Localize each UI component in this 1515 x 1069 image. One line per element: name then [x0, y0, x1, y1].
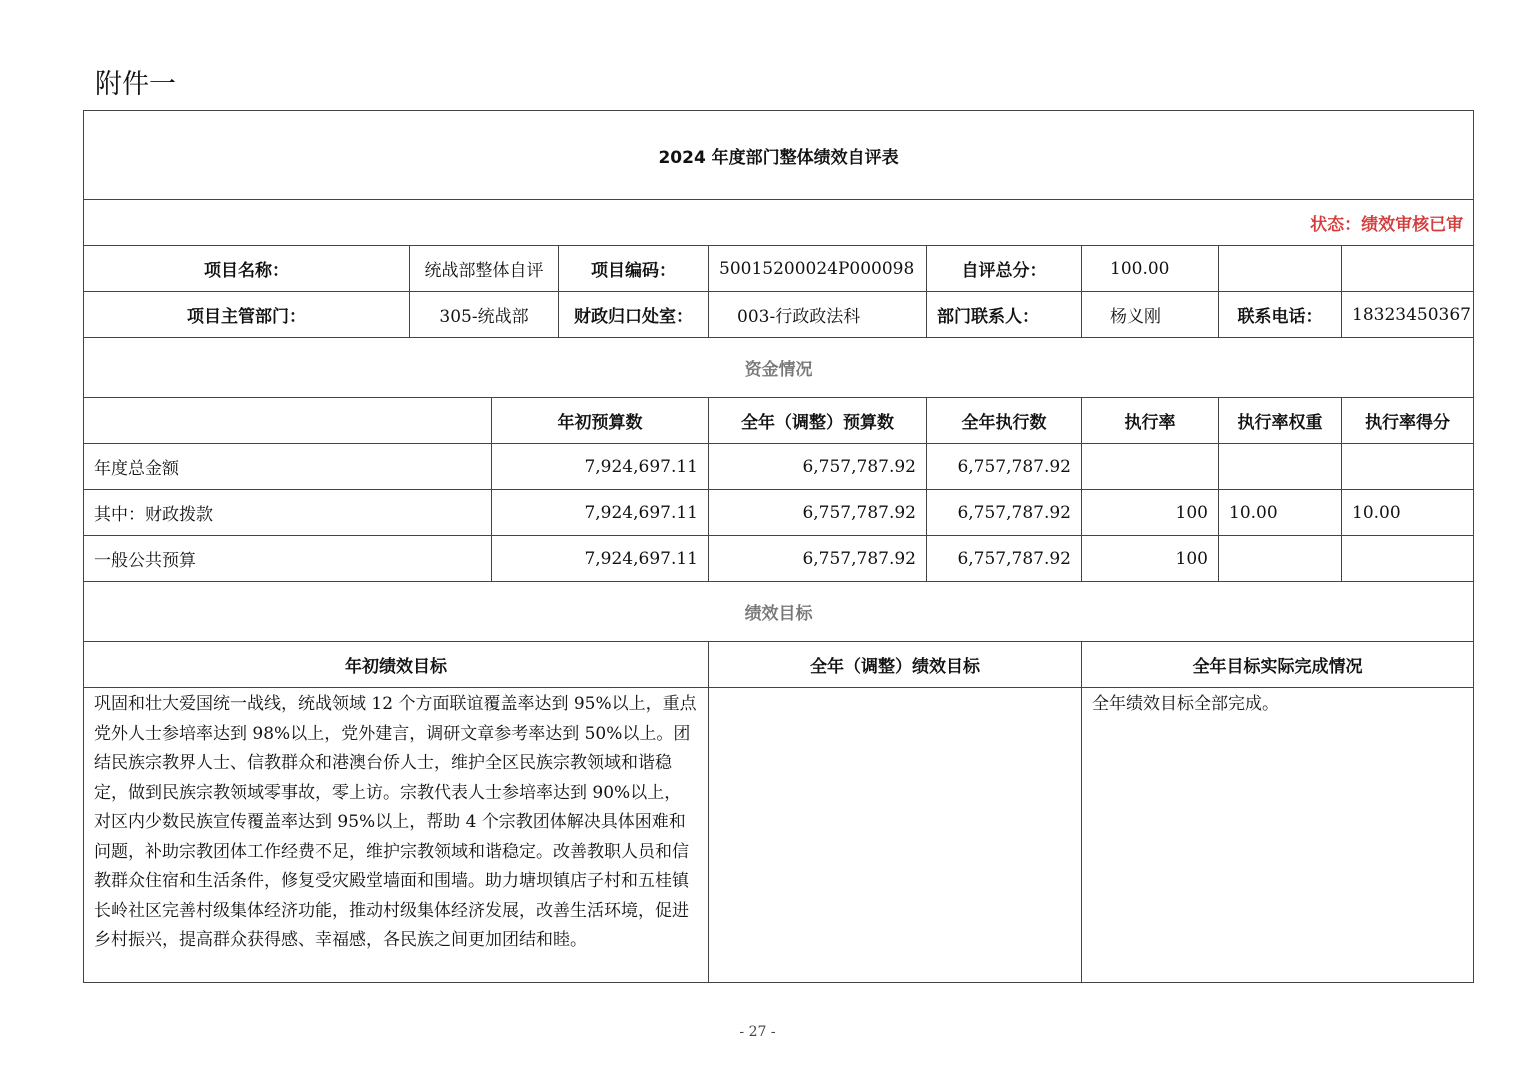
funds-header-rate: 执行率 — [1082, 398, 1219, 444]
funds-row-name: 其中：财政拨款 — [84, 490, 492, 536]
funds-row-total — [84, 444, 1474, 490]
phone-label: 联系电话： — [1219, 292, 1342, 338]
funds-row-weight — [1219, 536, 1342, 582]
project-code-value: 50015200024P000098 — [709, 246, 927, 292]
department-value: 305-统战部 — [410, 292, 559, 338]
funds-row-score — [1342, 536, 1474, 582]
project-code-label: 项目编码： — [559, 246, 709, 292]
project-name-label: 项目名称： — [84, 246, 410, 292]
funds-row-initial: 7,924,697.11 — [492, 490, 709, 536]
funds-row-score — [1342, 444, 1474, 490]
page-number: - 27 - — [739, 1024, 776, 1040]
goals-header-row — [84, 642, 1474, 688]
page-title: 2024 年度部门整体绩效自评表 — [84, 111, 1474, 200]
empty-cell — [1342, 246, 1474, 292]
funds-row-public-budget — [84, 536, 1474, 582]
funds-row-executed: 6,757,787.92 — [927, 444, 1082, 490]
funds-header-row — [84, 398, 1474, 444]
contact-person-label: 部门联系人： — [927, 292, 1082, 338]
funds-row-initial: 7,924,697.11 — [492, 444, 709, 490]
project-info-row-2 — [84, 292, 1474, 338]
empty-cell — [84, 398, 492, 444]
goals-content-row — [84, 688, 1474, 983]
adjusted-goal-text — [709, 688, 1082, 983]
funds-row-fiscal — [84, 490, 1474, 536]
department-label: 项目主管部门： — [84, 292, 410, 338]
funds-row-name: 一般公共预算 — [84, 536, 492, 582]
funds-header-weight: 执行率权重 — [1219, 398, 1342, 444]
funds-row-rate: 100 — [1082, 536, 1219, 582]
finance-office-label: 财政归口处室： — [559, 292, 709, 338]
funds-row-rate — [1082, 444, 1219, 490]
goals-header-initial: 年初绩效目标 — [84, 642, 709, 688]
funds-row-executed: 6,757,787.92 — [927, 536, 1082, 582]
funds-header-executed: 全年执行数 — [927, 398, 1082, 444]
empty-cell — [1219, 246, 1342, 292]
status-badge: 状态：绩效审核已审 — [84, 200, 1474, 246]
total-score-label: 自评总分： — [927, 246, 1082, 292]
goals-header-actual: 全年目标实际完成情况 — [1082, 642, 1474, 688]
project-name-value: 统战部整体自评 — [410, 246, 559, 292]
initial-goal-text: 巩固和壮大爱国统一战线，统战领域 12 个方面联谊覆盖率达到 95%以上，重点党外人士参培率达到 98%以上，党外建言，调研文章参考率达到 50%以上。团结民族宗教界人士、信教群众和港澳台侨人士，维护全区民族宗教领域和谐稳定，做到民族宗教领域零事故，零上访。宗教代表人士参培率达到 90%以上，对区内少数民族宣传覆盖率达到 95%以上，帮助 4 个宗教团体解决具体困难和问题，补助宗教团体工作经费不足，维护宗教领域和谐稳定。改善教职人员和信教群众住宿和生活条件，修复受灾殿堂墙面和围墙。助力塘坝镇店子村和五桂镇长岭社区完善村级集体经济功能，推动村级集体经济发展，改善生活环境，促进乡村振兴，提高群众获得感、幸福感，各民族之间更加团结和睦。 — [84, 688, 709, 983]
funds-row-initial: 7,924,697.11 — [492, 536, 709, 582]
funds-row-adjusted: 6,757,787.92 — [709, 444, 927, 490]
funds-row-name: 年度总金额 — [84, 444, 492, 490]
project-info-row-1 — [84, 246, 1474, 292]
phone-value: 18323450367 — [1342, 292, 1474, 338]
funds-row-weight — [1219, 444, 1342, 490]
funds-header-score: 执行率得分 — [1342, 398, 1474, 444]
funds-row-score: 10.00 — [1342, 490, 1474, 536]
funds-header-initial: 年初预算数 — [492, 398, 709, 444]
actual-completion-text: 全年绩效目标全部完成。 — [1082, 688, 1474, 983]
contact-person-value: 杨义刚 — [1082, 292, 1219, 338]
goals-section-title: 绩效目标 — [84, 582, 1474, 642]
funds-row-executed: 6,757,787.92 — [927, 490, 1082, 536]
finance-office-value: 003-行政政法科 — [709, 292, 927, 338]
performance-evaluation-table — [83, 110, 1474, 983]
funds-row-adjusted: 6,757,787.92 — [709, 536, 927, 582]
funds-row-weight: 10.00 — [1219, 490, 1342, 536]
attachment-label: 附件一 — [95, 69, 176, 100]
funds-section-title: 资金情况 — [84, 338, 1474, 398]
goals-header-adjusted: 全年（调整）绩效目标 — [709, 642, 1082, 688]
funds-row-rate: 100 — [1082, 490, 1219, 536]
total-score-value: 100.00 — [1082, 246, 1219, 292]
funds-header-adjusted: 全年（调整）预算数 — [709, 398, 927, 444]
funds-row-adjusted: 6,757,787.92 — [709, 490, 927, 536]
